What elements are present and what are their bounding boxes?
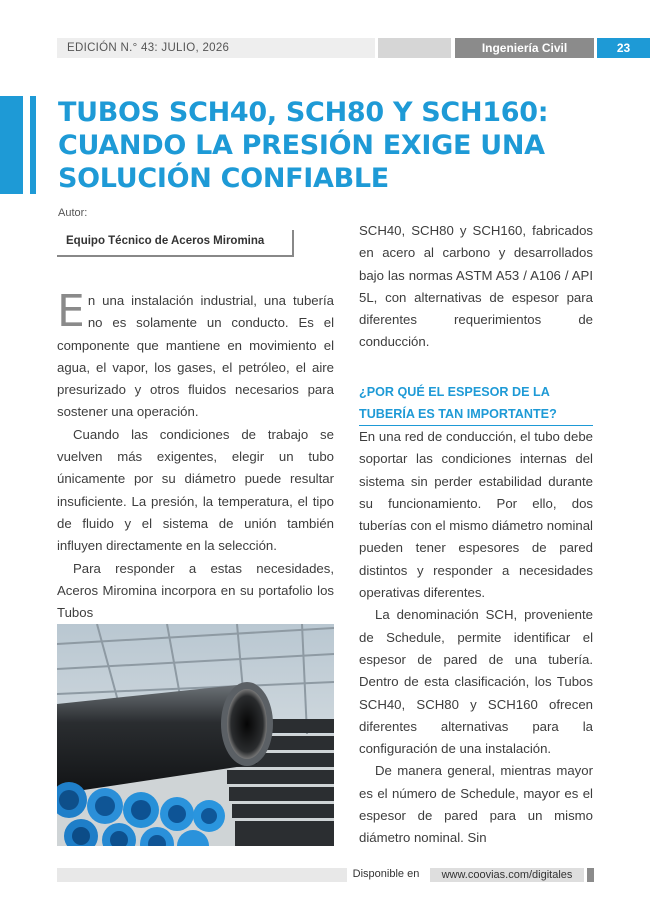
right-column-body	[359, 426, 593, 850]
footer-end-block	[587, 868, 594, 882]
paragraph-general: De manera general, mientras mayor es el número de Schedule, mayor es el espesor de pared para un mismo diámetro nominal. Sin	[359, 763, 593, 846]
paragraph-portfolio: Para responder a estas necesidades, Aceros Miromina incorpora en su portafolio los Tubos	[57, 560, 334, 621]
page-number: 23	[597, 38, 650, 58]
paragraph-portfolio-cont: SCH40, SCH80 y SCH160, fabricados en acero al carbono y desarrollados bajo las normas ASTM A53 / A106 / API 5L, con alternativas de espesor para diferentes requerimientos de conducción.	[359, 223, 593, 350]
section-subheading: ¿POR QUÉ EL ESPESOR DE LA TUBERÍA ES TAN IMPORTANTE?	[359, 381, 593, 426]
drop-cap: E	[57, 286, 85, 337]
left-column	[57, 286, 334, 624]
header-spacer	[378, 38, 451, 58]
steel-pipes-illustration	[57, 624, 334, 846]
article-title: TUBOS SCH40, SCH80 Y SCH160: CUANDO LA PRESIÓN EXIGE UNA SOLUCIÓN CONFIABLE	[58, 97, 549, 194]
section-label: Ingeniería Civil	[455, 38, 594, 58]
title-accent-line	[30, 96, 36, 194]
paragraph-intro	[57, 286, 334, 424]
footer-url-link[interactable]: www.coovias.com/digitales	[430, 868, 584, 882]
title-accent-bar	[0, 96, 23, 194]
author-label: Autor:	[58, 207, 88, 219]
footer-bar	[57, 868, 347, 882]
footer-available-label: Disponible en	[350, 866, 422, 882]
paragraph-conditions: Cuando las condiciones de trabajo se vuelven más exigentes, elegir un tubo únicamente por su diámetro puede resultar insuficiente. La presión, la temperatura, el tipo de fluido y el sistema de unión también influyen directamente en la selección.	[57, 426, 334, 554]
paragraph-schedule: La denominación SCH, proveniente de Schedule, permite identificar el espesor de pared de una tubería. Dentro de esta clasificación, los Tubos SCH40, SCH80 y SCH160 ofrecen diferentes alternativas para la configuración de una instalación.	[359, 607, 593, 757]
author-name: Equipo Técnico de Aceros Miromina	[66, 235, 265, 247]
paragraph-intro-text: n una instalación industrial, una tubería no es solamente un conducto. Es el componente que mantiene en movimiento el agua, el vapor, los gases, el petróleo, el aire presurizado y otros fluidos necesarios para sostener una operación.	[57, 293, 334, 420]
pipes-photo	[57, 624, 334, 846]
right-column-top	[359, 220, 593, 354]
edition-label: EDICIÓN N.° 43: JULIO, 2026	[67, 42, 230, 54]
paragraph-thickness: En una red de conducción, el tubo debe soportar las condiciones internas del sistema sin perder estabilidad durante su funcionamiento. Por ello, dos tuberías con el mismo diámetro nominal pueden tener espesores de pared distintos y responder a necesidades operativas diferentes.	[359, 429, 593, 601]
